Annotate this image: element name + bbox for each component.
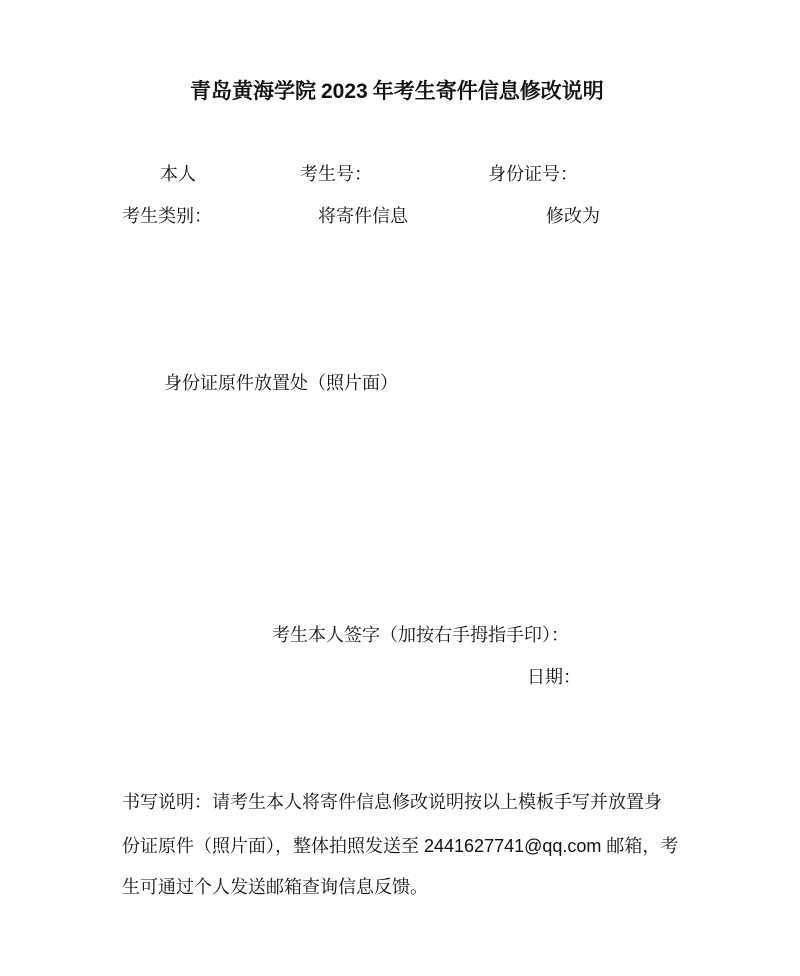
- title-part1: 青岛黄海学院: [190, 78, 316, 103]
- signature-line: 考生本人签字（加按右手拇指手印）：: [272, 625, 569, 646]
- document-title: [190, 80, 604, 102]
- notes-line-2-tail: 邮箱，考: [606, 836, 679, 857]
- label-id-number: 身份证号：: [488, 164, 578, 185]
- email-address: 2441627741@qq.com: [424, 836, 602, 856]
- title-year: 2023: [321, 80, 368, 103]
- date-line: 日期：: [527, 667, 581, 688]
- label-self: 本人: [160, 164, 196, 185]
- label-exam-number: 考生号：: [300, 164, 372, 185]
- writing-notes-line-3: 生可通过个人发送邮箱查询信息反馈。: [122, 877, 428, 898]
- notes-line-2-text: 份证原件（照片面），整体拍照发送至: [122, 836, 419, 857]
- title-part2: 年考生寄件信息修改说明: [372, 78, 604, 103]
- id-card-placement: 身份证原件放置处（照片面）: [164, 373, 398, 394]
- label-change-to: 修改为: [546, 206, 600, 227]
- writing-notes-line-2: [122, 837, 678, 856]
- label-category: 考生类别：: [122, 206, 212, 227]
- writing-notes-line-1: 书写说明：请考生本人将寄件信息修改说明按以上模板手写并放置身: [122, 792, 662, 813]
- label-change-from: 将寄件信息: [318, 206, 408, 227]
